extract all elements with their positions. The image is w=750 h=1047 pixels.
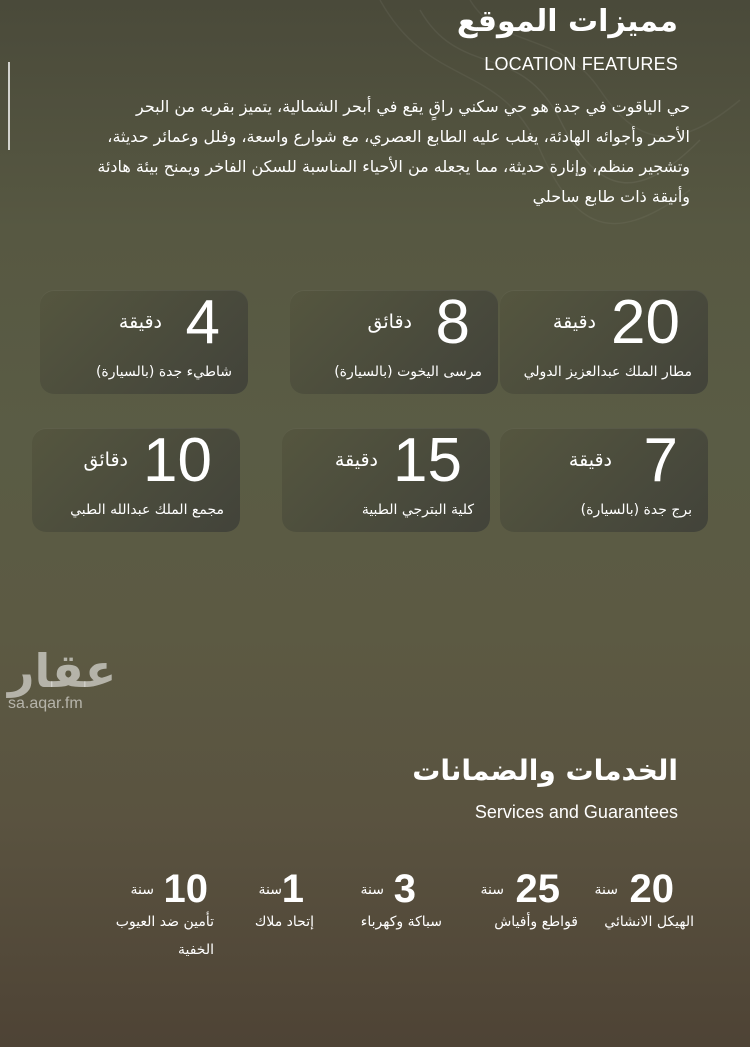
location-title-ar: مميزات الموقع bbox=[456, 4, 678, 39]
service-value: 1 bbox=[281, 867, 304, 911]
distance-card bbox=[40, 290, 248, 394]
aqar-url: sa.aqar.fm bbox=[8, 695, 83, 712]
service-unit: سنة bbox=[594, 882, 618, 898]
location-description: حي الياقوت في جدة هو حي سكني راقٍ يقع في أبحر الشمالية، يتميز بقربه من البحر الأحمر وأجوائه الهادئة، يغلب عليه الطابع العصري، مع شوارع واسعة، وفلل وعمائر حديثة، وتشجير منظم، وإنارة حديثة، مما يجعله من الأحياء المناسبة للسكن الفاخر ويمنح بيئة هادئة وأنيقة ذات طابع ساحلي bbox=[97, 97, 690, 206]
distance-unit: دقائق bbox=[367, 311, 412, 333]
service-item bbox=[462, 868, 580, 936]
distance-card bbox=[500, 428, 708, 532]
distance-unit: دقيقة bbox=[334, 449, 378, 471]
services-title-ar: الخدمات والضمانات bbox=[412, 754, 678, 787]
distance-place: مجمع الملك عبدالله الطبي bbox=[70, 502, 224, 518]
distance-value: 15 bbox=[393, 426, 462, 495]
distance-card bbox=[32, 428, 240, 532]
distance-value: 20 bbox=[611, 288, 680, 357]
distance-card bbox=[500, 290, 708, 394]
service-item bbox=[232, 868, 324, 936]
service-label: الهيكل الانشائي bbox=[604, 914, 694, 930]
distance-value: 4 bbox=[185, 288, 220, 357]
distance-unit: دقيقة bbox=[568, 449, 612, 471]
service-value: 25 bbox=[515, 867, 560, 911]
distance-card bbox=[290, 290, 498, 394]
location-title-en: LOCATION FEATURES bbox=[484, 54, 678, 74]
distance-unit: دقيقة bbox=[552, 311, 596, 333]
distance-place: كلية البترجي الطبية bbox=[361, 502, 474, 518]
service-value: 20 bbox=[629, 867, 674, 911]
service-value: 10 bbox=[163, 867, 208, 911]
services-title-en: Services and Guarantees bbox=[474, 802, 678, 822]
distance-place: شاطيء جدة (بالسيارة) bbox=[95, 364, 232, 380]
service-unit: سنة bbox=[480, 882, 504, 898]
distance-place: مطار الملك عبدالعزيز الدولي bbox=[523, 364, 692, 380]
service-item bbox=[112, 868, 222, 964]
distance-value: 8 bbox=[435, 288, 470, 357]
distance-unit: دقيقة bbox=[118, 311, 162, 333]
distance-card bbox=[282, 428, 490, 532]
service-item bbox=[340, 868, 450, 936]
distance-place: مرسى اليخوت (بالسيارة) bbox=[334, 364, 482, 380]
service-item bbox=[588, 868, 698, 936]
service-unit: سنة bbox=[130, 882, 154, 898]
aqar-logo: عقار bbox=[8, 644, 117, 698]
service-label: تأمين ضد العيوب الخفية bbox=[115, 914, 214, 958]
distance-value: 7 bbox=[643, 426, 678, 495]
service-label: إتحاد ملاك bbox=[254, 914, 314, 930]
service-label: قواطع وأفياش bbox=[494, 914, 578, 930]
service-label: سباكة وكهرباء bbox=[360, 914, 442, 930]
distance-value: 10 bbox=[143, 426, 212, 495]
aqar-watermark bbox=[8, 645, 116, 713]
distance-place: برج جدة (بالسيارة) bbox=[580, 502, 692, 518]
service-unit: سنة bbox=[258, 882, 282, 898]
service-value: 3 bbox=[393, 867, 416, 911]
service-unit: سنة bbox=[360, 882, 384, 898]
distance-unit: دقائق bbox=[83, 449, 128, 471]
